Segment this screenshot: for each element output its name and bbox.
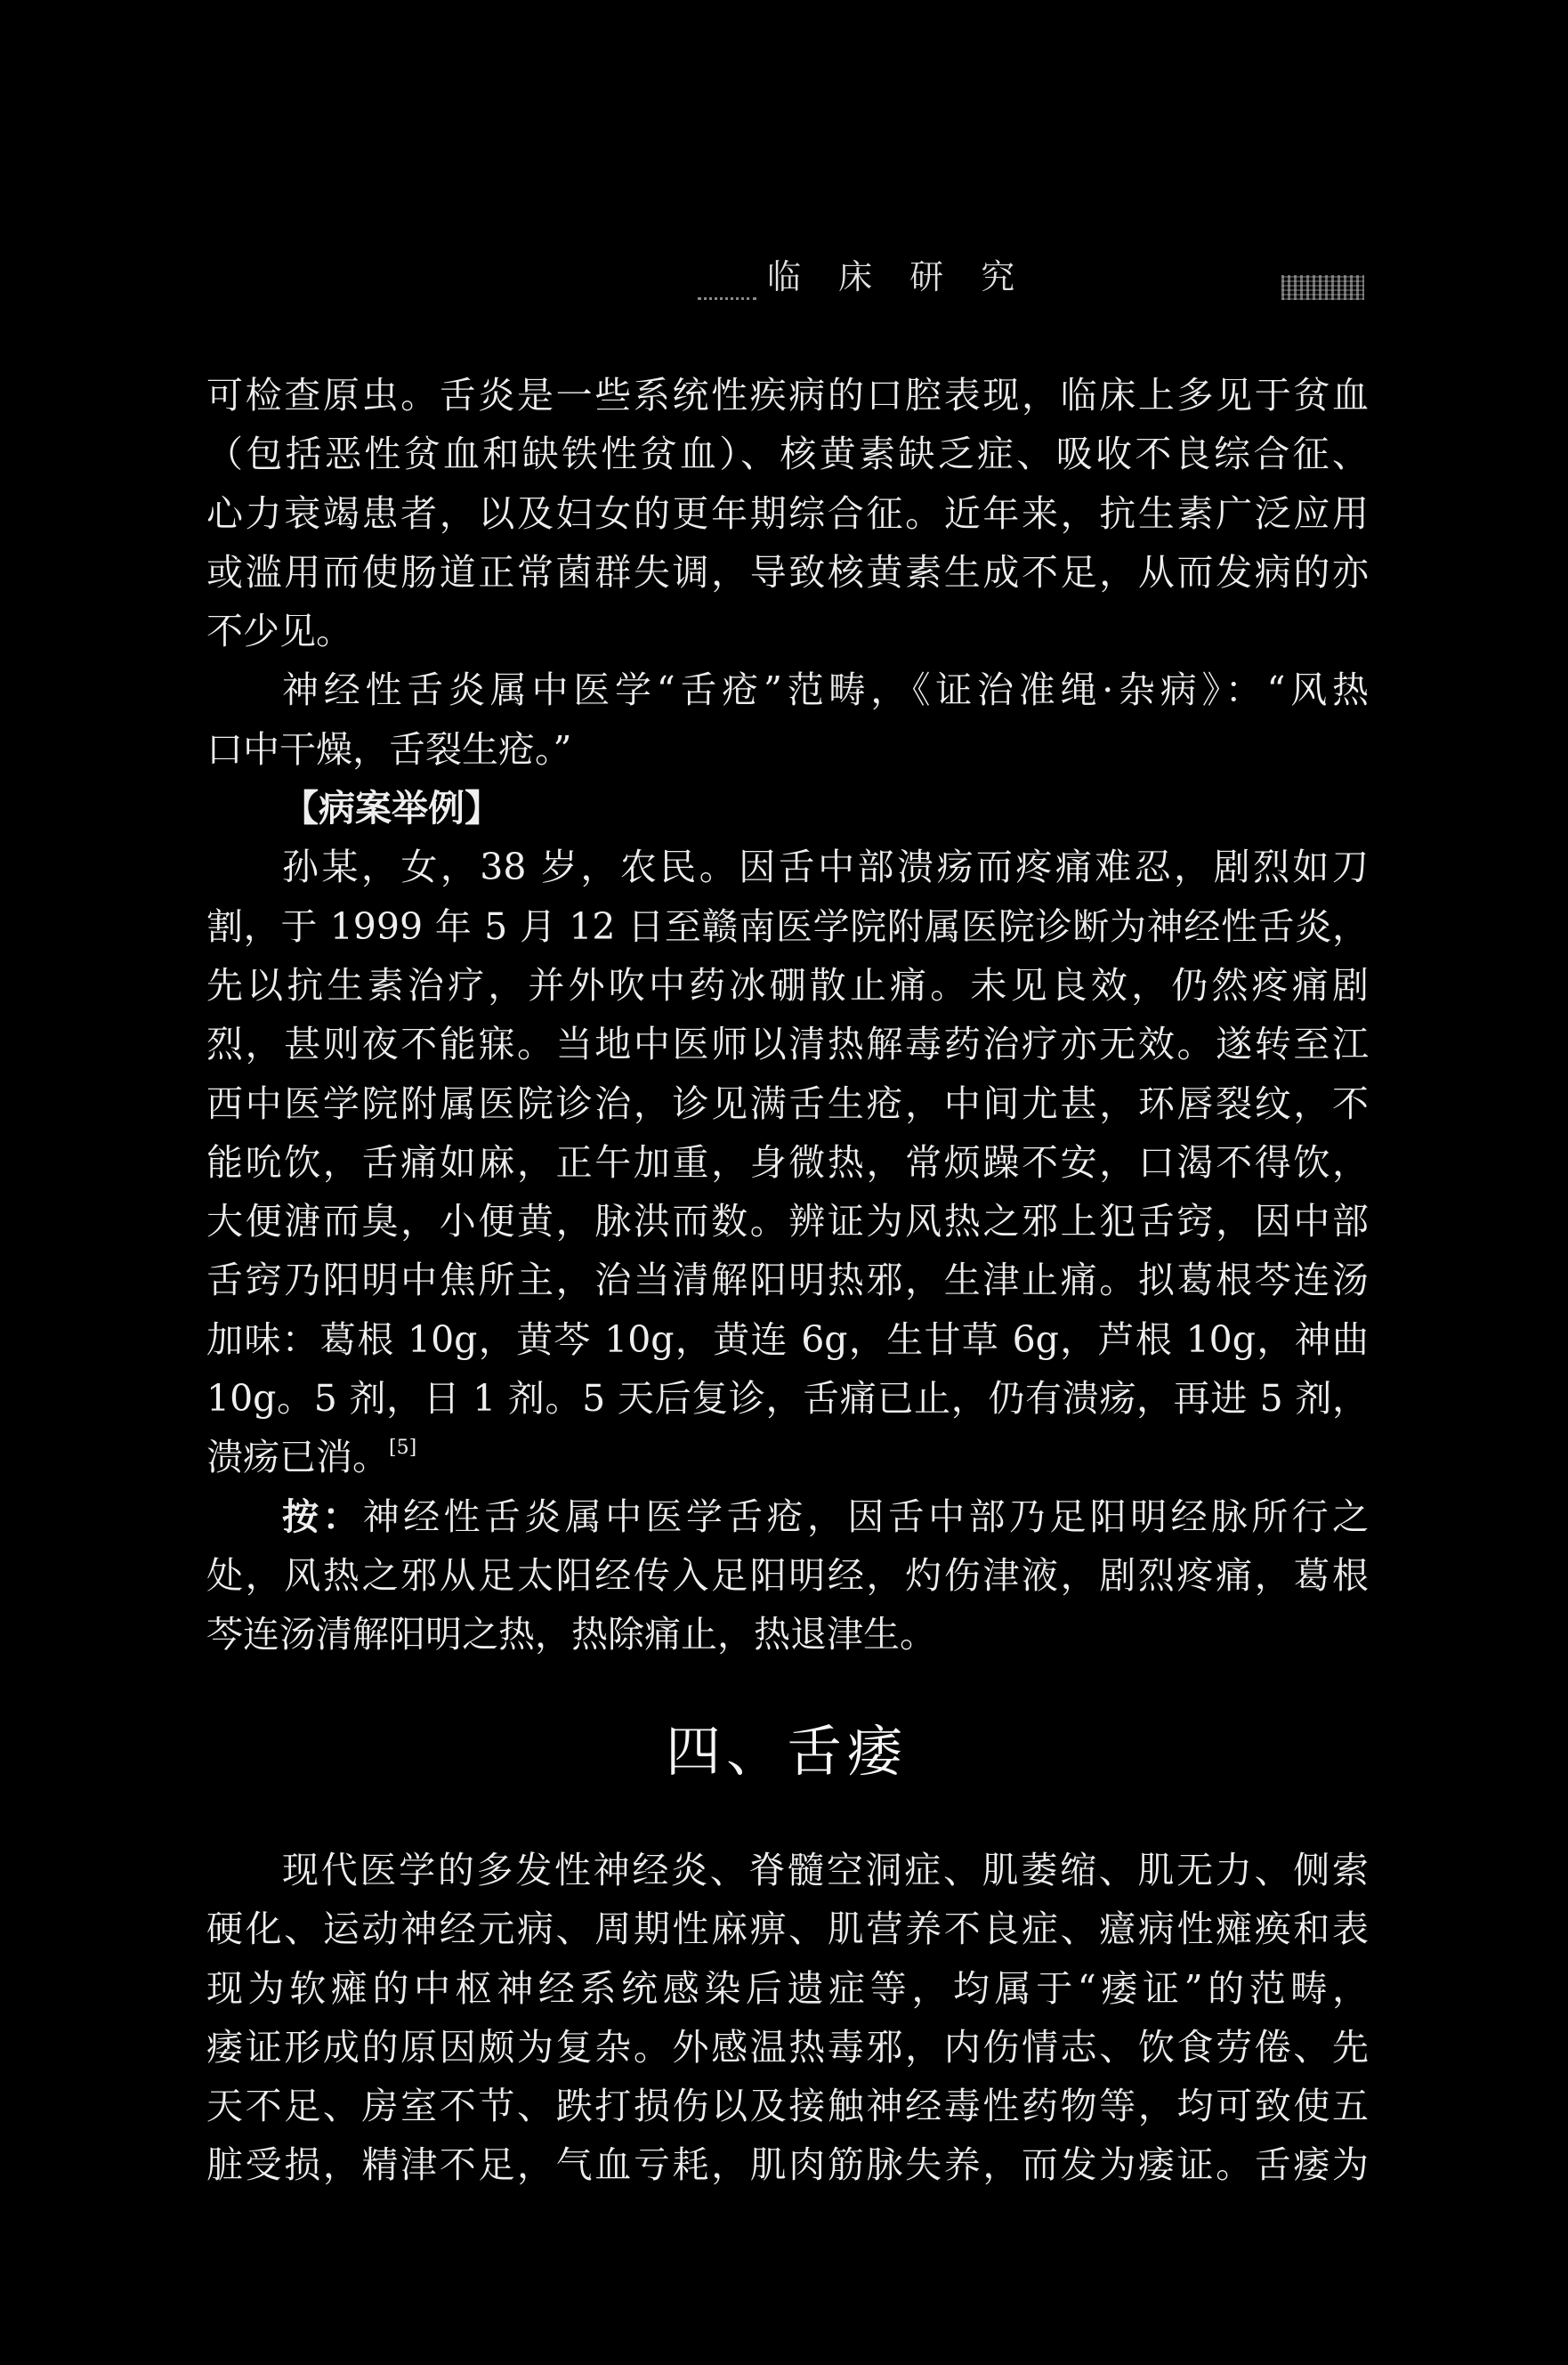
text-line: 处，风热之邪从足太阳经传入足阳明经，灼伤津液，剧烈疼痛，葛根 — [206, 1553, 1369, 1597]
text-line: 西中医学院附属医院诊治，诊见满舌生疮，中间尤甚，环唇裂纹，不 — [206, 1081, 1369, 1125]
running-header-title: 临 床 研 究 — [767, 257, 1029, 296]
text-line: 痿证形成的原因颇为复杂。外感温热毒邪，内伤情志、饮食劳倦、先 — [206, 2025, 1369, 2069]
body-text-upper — [206, 366, 1369, 1664]
text-line: （包括恶性贫血和缺铁性贫血）、核黄素缺乏症、吸收不良综合征、 — [206, 433, 1369, 476]
text-line: 现代医学的多发性神经炎、脊髓空洞症、肌萎缩、肌无力、侧索 — [282, 1849, 1369, 1891]
text-line: 先以抗生素治疗，并外吹中药冰硼散止痛。未见良效，仍然疼痛剧 — [206, 963, 1369, 1007]
reference-mark: [5] — [389, 1437, 417, 1460]
text-line: 大便溏而臭，小便黄，脉洪而数。辨证为风热之邪上犯舌窍，因中部 — [206, 1200, 1369, 1243]
text-line: 或滥用而使肠道正常菌群失调，导致核黄素生成不足，从而发病的亦 — [206, 550, 1369, 594]
section-heading: 四、舌痿 — [666, 1719, 909, 1784]
text-span: 神经性舌炎属中医学舌疮，因舌中部乃足阳明经脉所行之 — [362, 1494, 1369, 1538]
paragraph-intro — [206, 366, 1369, 660]
header-leader-dots — [698, 297, 756, 300]
paragraph-tcm-category — [206, 660, 1369, 779]
text-line: 烈，甚则夜不能寐。当地中医师以清热解毒药治疗亦无效。遂转至江 — [206, 1023, 1369, 1066]
paragraph-case-example — [206, 838, 1369, 1486]
text-line: 可检查原虫。舌炎是一些系统性疾病的口腔表现，临床上多见于贫血 — [206, 374, 1369, 417]
text-line: 天不足、房室不节、跌打损伤以及接触神经毒性药物等，均可致使五 — [206, 2085, 1369, 2128]
text-line: 脏受损，精津不足，气血亏耗，肌肉筋脉失养，而发为痿证。舌痿为 — [206, 2143, 1369, 2187]
text-line: 舌窍乃阳明中焦所主，治当清解阳明热邪，生津止痛。拟葛根芩连汤 — [206, 1259, 1369, 1302]
text-line: 硬化、运动神经元病、周期性麻痹、肌营养不良症、癔病性瘫痪和表 — [206, 1907, 1369, 1951]
paragraph-tongue-atrophy — [206, 1841, 1369, 2195]
text-line: 割，于 1999 年 5 月 12 日至赣南医学院附属医院诊断为神经性舌炎， — [206, 904, 1369, 948]
text-line: 加味：葛根 10g，黄芩 10g，黄连 6g，生甘草 6g，芦根 10g，神曲 — [206, 1317, 1369, 1361]
commentary-lead: 按： — [282, 1494, 363, 1538]
text-span: 溃疡已消。 — [206, 1436, 389, 1479]
text-line — [206, 1428, 1369, 1486]
case-example-heading: 【病案举例】 — [282, 787, 501, 830]
text-line: 现为软瘫的中枢神经系统感染后遗症等，均属于“痿证”的范畴， — [206, 1966, 1369, 2010]
text-line: 芩连汤清解阳明之热，热除痛止，热退津生。 — [206, 1613, 936, 1656]
paragraph-commentary — [206, 1487, 1369, 1664]
text-line: 心力衰竭患者，以及妇女的更年期综合征。近年来，抗生素广泛应用 — [206, 491, 1369, 535]
page-marker — [1281, 275, 1364, 300]
text-line — [206, 1487, 1369, 1546]
text-line: 10g。5 剂，日 1 剂。5 天后复诊，舌痛已止，仍有溃疡，再进 5 剂， — [206, 1377, 1369, 1421]
text-line: 能吮饮，舌痛如麻，正午加重，身微热，常烦躁不安，口渴不得饮， — [206, 1140, 1369, 1184]
text-line: 口中干燥，舌裂生疮。” — [206, 727, 572, 771]
text-line: 孙某，女，38 岁，农民。因舌中部溃疡而疼痛难忍，剧烈如刀 — [282, 846, 1369, 889]
text-line: 不少见。 — [206, 610, 352, 653]
body-text-lower — [206, 1841, 1369, 2195]
text-line: 神经性舌炎属中医学“舌疮”范畴，《证治准绳·杂病》：“风热 — [282, 668, 1369, 712]
